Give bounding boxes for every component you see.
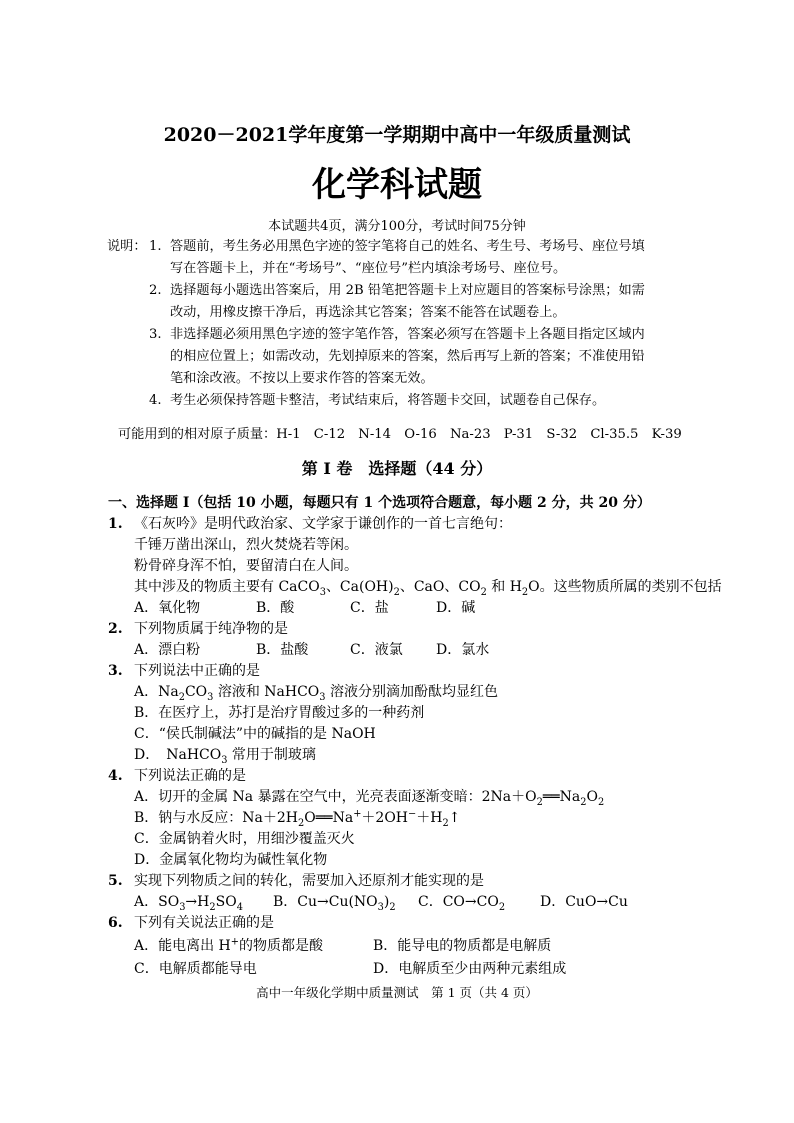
q1-number: 1. — [108, 516, 123, 532]
q5-number: 5. — [108, 873, 123, 889]
q2-number: 2. — [108, 621, 123, 637]
instruction-2-line-1: 选择题每小题选出答案后，用 2B 铅笔把答题卡上对应题目的答案标号涂黑；如需 — [170, 283, 645, 298]
q1-option-a: A．氧化物 — [134, 600, 201, 616]
instruction-3-num: 3. — [149, 327, 162, 342]
instruction-4-num: 4. — [149, 393, 162, 408]
instruction-4-line-1: 考生必须保持答题卡整洁，考试结束后，将答题卡交回，试题卷自己保存。 — [170, 393, 606, 408]
q3-sub: 3 — [221, 754, 228, 766]
q5-b-text: ) — [383, 894, 390, 910]
q3-d-text: D． NaHCO — [134, 747, 222, 763]
q5-a-text: A．SO — [134, 894, 180, 910]
q4-option-d: D．金属氧化物均为碱性氧化物 — [134, 852, 328, 868]
q3-a-text: A．Na — [134, 684, 179, 700]
q3-sub: 3 — [207, 691, 214, 703]
q1-text-1: 其中涉及的物质主要有 CaCO — [134, 579, 320, 595]
q5-sub: 2 — [209, 901, 216, 913]
subject-title: 化学科试题 — [312, 165, 482, 205]
instruction-2-line-2: 改动，用橡皮擦干净后，再选涂其它答案；答案不能答在试题卷上。 — [170, 305, 566, 320]
atomic-masses: 可能用到的相对原子质量：H-1 C-12 N-14 O-16 Na-23 P-31 S-32 Cl-35.5 K-39 — [118, 427, 682, 442]
q4-sub: 2 — [298, 817, 305, 829]
page-footer: 高中一年级化学期中质量测试 第 1 页（共 4 页） — [256, 985, 538, 1000]
q3-a-text: 溶液分别滴加酚酞均显红色 — [325, 684, 498, 700]
instructions-label: 说明： — [107, 239, 147, 254]
q3-d-text: 常用于制玻璃 — [227, 747, 316, 763]
part-title: 一、选择题 I（包括 10 小题，每题只有 1 个选项符合题意，每小题 2 分，共 20 分） — [108, 495, 651, 511]
instruction-1-num: 1. — [149, 239, 162, 254]
q6-a-text: 的物质都是酸 — [239, 938, 323, 954]
q4-b-text: ↑ — [448, 810, 461, 826]
q5-a-text: SO — [215, 894, 237, 910]
q1-option-b: B．酸 — [256, 600, 295, 616]
q1-text-2: 、Ca(OH) — [325, 579, 394, 595]
q4-option-c: C．金属钠着火时，用细沙覆盖灭火 — [134, 831, 355, 847]
q5-option-c — [418, 894, 506, 913]
instruction-2-num: 2. — [149, 283, 162, 298]
q4-sub: 2 — [442, 817, 449, 829]
q4-b-text: O══Na — [304, 810, 354, 826]
q1-sub: 3 — [319, 586, 326, 598]
q6-option-c: C．电解质都能导电 — [134, 961, 257, 977]
q2-option-a: A．漂白粉 — [134, 642, 201, 658]
q4-b-text: ＋H — [416, 810, 443, 826]
q4-sub: 2 — [536, 796, 543, 808]
q6-option-a — [134, 936, 323, 954]
q1-sub: 2 — [521, 586, 529, 598]
q1-stem: 《石灰吟》是明代政治家、文学家于谦创作的一首七言绝句： — [134, 516, 512, 532]
q6-option-b: B．能导电的物质都是电解质 — [373, 938, 552, 954]
q5-b-text: B．Cu→Cu(NO — [273, 894, 378, 910]
q5-c-text: C．CO→CO — [418, 894, 499, 910]
q1-sub: 2 — [393, 586, 400, 598]
q6-a-text: A．能电离出 H — [134, 938, 231, 954]
q3-sub: 2 — [178, 691, 185, 703]
q4-b-text: ＋2OH — [361, 810, 408, 826]
q1-option-d: D．碱 — [436, 600, 476, 616]
q3-a-text: 溶液和 NaHCO — [213, 684, 320, 700]
q1-text-3: 、CaO、CO — [399, 579, 481, 595]
instruction-3-line-1: 非选择题必须用黑色字迹的签字笔作答，答案必须写在答题卡上各题目指定区域内 — [170, 327, 645, 342]
q3-option-c: C．“侯氏制碱法”中的碱指的是 NaOH — [134, 726, 376, 742]
q4-sub: 2 — [580, 796, 587, 808]
instruction-1-line-1: 答题前，考生务必用黑色字迹的签字笔将自己的姓名、考生号、考场号、座位号填 — [170, 239, 645, 254]
instruction-3-line-2: 的相应位置上；如需改动，先划掉原来的答案，然后再写上新的答案；不准使用铅 — [170, 349, 645, 364]
exam-title: 2020－2021学年度第一学期期中高中一年级质量测试 — [163, 124, 631, 146]
q5-option-a — [134, 894, 243, 913]
q3-stem: 下列说法中正确的是 — [134, 663, 260, 679]
q2-option-b: B．盐酸 — [256, 642, 309, 658]
q4-a-text: A．切开的金属 Na 暴露在空气中，光亮表面逐渐变暗：2Na＋O — [134, 789, 537, 805]
q4-option-a — [134, 789, 605, 808]
q6-stem: 下列有关说法正确的是 — [134, 915, 274, 931]
q5-stem: 实现下列物质之间的转化，需要加入还原剂才能实现的是 — [134, 873, 484, 889]
q5-sub: 2 — [498, 901, 506, 913]
q4-a-text: O — [586, 789, 599, 805]
q1-text-4: 和 H — [486, 579, 522, 595]
q3-option-a — [134, 684, 498, 703]
q2-option-d: D．氯水 — [436, 642, 490, 658]
q4-sup: − — [408, 808, 417, 820]
exam-info: 本试题共4页，满分100分，考试时间75分钟 — [268, 219, 526, 234]
q2-option-c: C．液氯 — [350, 642, 403, 658]
q4-stem: 下列说法正确的是 — [134, 768, 246, 784]
q5-sub: 3 — [377, 901, 384, 913]
q2-stem: 下列物质属于纯净物的是 — [134, 621, 288, 637]
section-title: 第 I 卷 选择题（44 分） — [301, 459, 493, 478]
q1-text-5: O。这些物质所属的类别不包括 — [528, 579, 722, 595]
q3-option-d — [134, 747, 316, 766]
q1-option-c: C．盐 — [350, 600, 389, 616]
q1-poem-line-2: 粉骨碎身浑不怕，要留清白在人间。 — [134, 558, 358, 574]
q6-number: 6. — [108, 915, 123, 931]
q4-sub: 2 — [598, 796, 605, 808]
q4-b-text: B．钠与水反应：Na＋2H — [134, 810, 299, 826]
q3-sub: 3 — [319, 691, 326, 703]
q3-option-b: B．在医疗上，苏打是治疗胃酸过多的一种药剂 — [134, 705, 425, 721]
q4-option-b — [134, 808, 461, 829]
q5-sub: 2 — [389, 901, 396, 913]
q6-option-d: D．电解质至少由两种元素组成 — [373, 961, 567, 977]
q5-sub: 3 — [179, 901, 186, 913]
q5-option-b — [273, 894, 396, 913]
q5-option-d: D．CuO→Cu — [540, 894, 628, 910]
q3-number: 3. — [108, 663, 123, 679]
q6-sup: + — [230, 936, 239, 948]
q1-poem-line-1: 千锤万凿出深山，烈火焚烧若等闲。 — [134, 537, 358, 553]
q5-a-text: →H — [185, 894, 210, 910]
instruction-1-line-2: 写在答题卡上，并在“考场号”、“座位号”栏内填涂考场号、座位号。 — [170, 261, 567, 276]
instruction-3-line-3: 笔和涂改液。不按以上要求作答的答案无效。 — [170, 371, 434, 386]
q5-sub: 4 — [236, 901, 243, 913]
q4-sup: + — [353, 808, 362, 820]
q1-substances — [134, 579, 722, 598]
q4-number: 4. — [108, 768, 123, 784]
q3-a-text: CO — [184, 684, 208, 700]
q1-sub: 2 — [480, 586, 487, 598]
q4-a-text: ══Na — [542, 789, 581, 805]
